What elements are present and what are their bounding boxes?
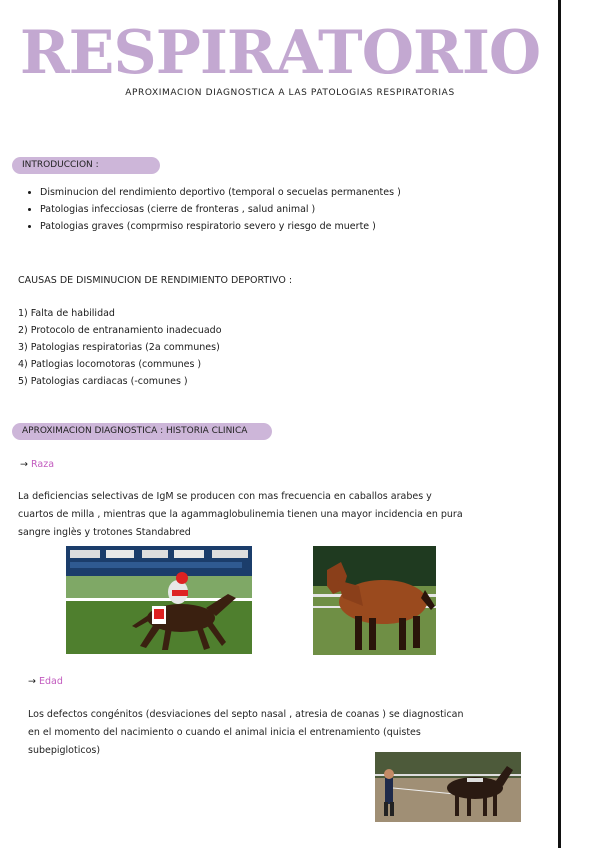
- page-subtitle: APROXIMACION DIAGNOSTICA A LAS PATOLOGIAS RESPIRATORIAS: [125, 88, 455, 98]
- causes-item: 3) Patologias respiratorias (2a communes): [18, 342, 220, 353]
- causes-list: [18, 305, 222, 390]
- arrow-icon: →: [20, 459, 28, 470]
- intro-heading: INTRODUCCION :: [12, 157, 160, 174]
- edad-line: en el momento del nacimiento o cuando el animal inicia el entrenamiento (quistes: [28, 727, 421, 738]
- raza-line: La deficiencias selectivas de IgM se producen con mas frecuencia en caballos arabes y: [18, 491, 432, 502]
- causes-heading: CAUSAS DE DISMINUCION DE RENDIMIENTO DEPORTIVO :: [18, 275, 293, 286]
- page-title: RESPIRATORIO: [19, 18, 541, 88]
- arrow-icon: →: [28, 676, 36, 687]
- page-edge-line: [558, 0, 561, 848]
- intro-bullet: • Patologias graves (comprmiso respiratorio severo y riesgo de muerte ): [40, 221, 401, 232]
- causes-item: 1) Falta de habilidad: [18, 308, 115, 319]
- intro-bullet: • Disminucion del rendimiento deportivo (temporal o secuelas permanentes ): [40, 187, 401, 198]
- raza-line: cuartos de milla , mientras que la agammaglobulinemia tienen una mayor incidencia en pura: [18, 509, 463, 520]
- raza-label: [20, 459, 54, 470]
- causes-item: 4) Patlogias locomotoras (communes ): [18, 359, 202, 370]
- racehorse-photo: [66, 546, 252, 654]
- edad-line: subepigloticos): [28, 745, 101, 756]
- history-heading: APROXIMACION DIAGNOSTICA : HISTORIA CLINICA: [12, 423, 272, 440]
- raza-paragraph: [18, 488, 538, 542]
- edad-line: Los defectos congénitos (desviaciones del septo nasal , atresia de coanas ) se diagnostican: [28, 709, 464, 720]
- causes-item: 5) Patologias cardiacas (-comunes ): [18, 376, 188, 387]
- lunging-horse-photo: [375, 752, 521, 822]
- causes-item: 2) Protocolo de entranamiento inadecuado: [18, 325, 222, 336]
- chestnut-horse-photo: [313, 546, 436, 655]
- intro-bullet-list: [26, 187, 401, 238]
- intro-bullet: • Patologias infecciosas (cierre de fronteras , salud animal ): [40, 204, 401, 215]
- edad-label: [28, 676, 63, 687]
- raza-line: sangre inglès y trotones Standabred: [18, 527, 191, 538]
- raza-label-text: Raza: [31, 459, 55, 470]
- edad-label-text: Edad: [39, 676, 63, 687]
